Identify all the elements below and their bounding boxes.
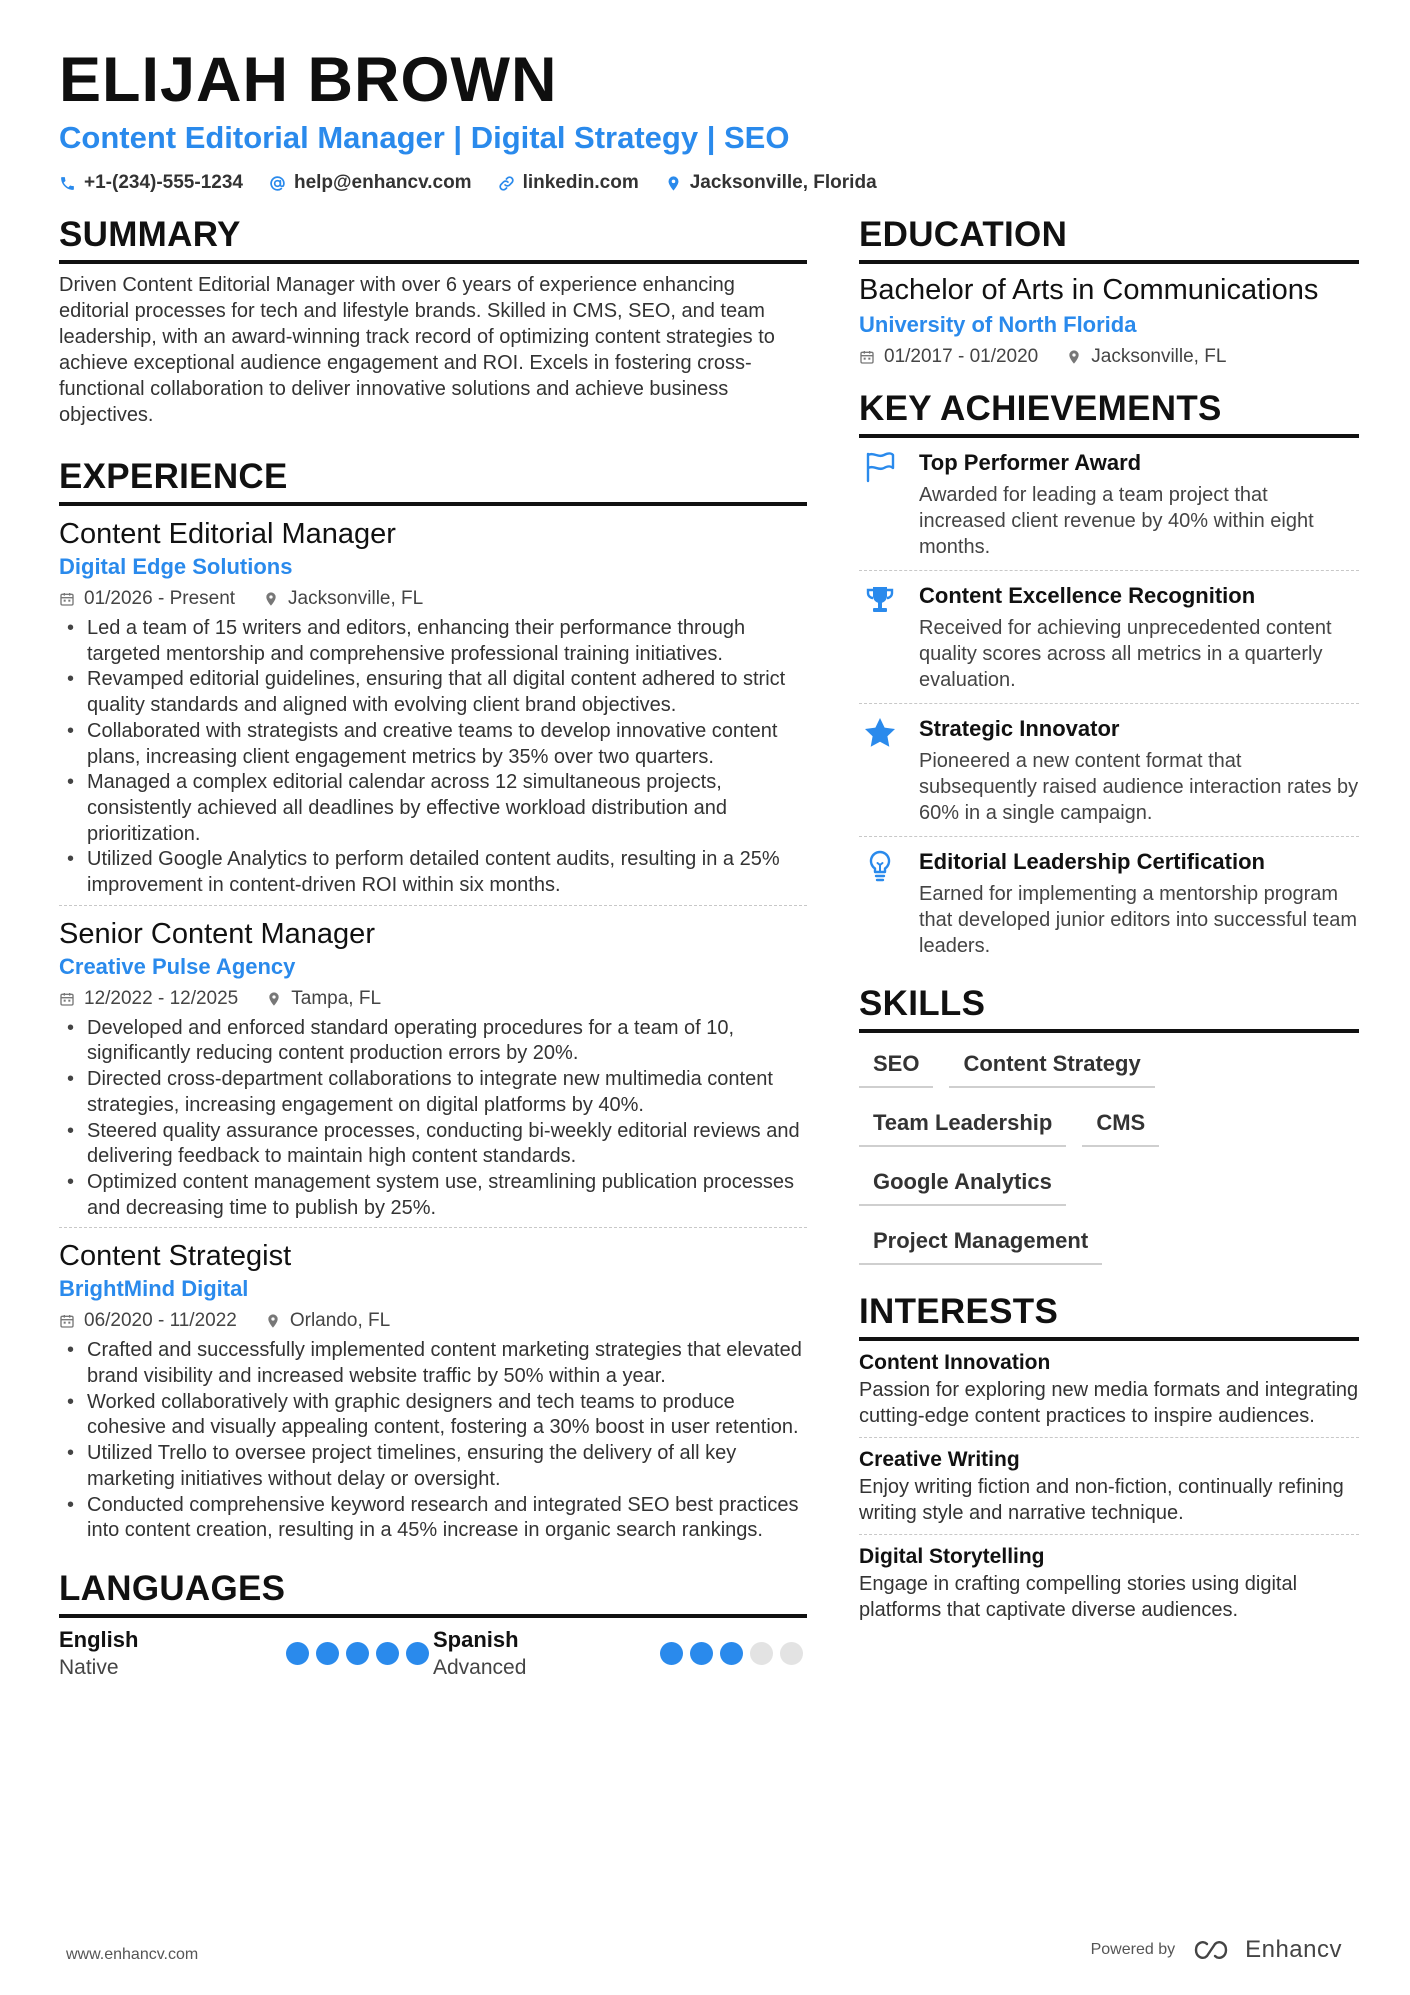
achievement-desc: Pioneered a new content format that subsequently raised audience interaction rates by 60% in a single campaign.: [919, 750, 1359, 824]
achievement-item: [859, 438, 1359, 571]
job-bullet: • Conducted comprehensive keyword research and integrated SEO best practices into content creation, resulting in a 45% increase in organic search rankings.: [59, 1493, 807, 1544]
education-location-text: Jacksonville, FL: [1091, 346, 1227, 367]
achievement-item: [859, 837, 1359, 969]
experience-section: [59, 456, 807, 1550]
candidate-name: ELIJAH BROWN: [59, 45, 558, 115]
education-heading: EDUCATION: [859, 214, 1359, 264]
interest-desc: Engage in crafting compelling stories using digital platforms that captivate diverse audiences.: [859, 1573, 1298, 1621]
enhancv-logo-icon: [1193, 1938, 1237, 1962]
linkedin-text: linkedin.com: [522, 172, 639, 193]
lightbulb-icon: [863, 849, 897, 883]
enhancv-logo[interactable]: [1193, 1936, 1342, 1964]
location-pin-icon: [265, 1313, 281, 1329]
contact-phone[interactable]: [59, 172, 243, 194]
interest-title: Digital Storytelling: [859, 1545, 1045, 1568]
skill-tag: CMS: [1082, 1102, 1159, 1147]
footer-website[interactable]: www.enhancv.com: [66, 1946, 199, 1963]
footer-branding: [1091, 1936, 1342, 1964]
job-bullet: • Worked collaboratively with graphic designers and tech teams to produce cohesive and visually appealing content, fostering a 30% boost in user retention.: [59, 1390, 807, 1441]
calendar-icon: [59, 1313, 75, 1329]
contact-email[interactable]: [269, 172, 472, 194]
right-column: [859, 214, 1359, 1631]
skills-heading: SKILLS: [859, 983, 1359, 1033]
phone-icon: [59, 175, 76, 192]
job-entry: [59, 506, 807, 906]
rating-dot-filled: [286, 1642, 309, 1665]
summary-text: Driven Content Editorial Manager with over 6 years of experience enhancing editorial processes for tech and lifestyle brands. Skilled in CMS, SEO, and team leadership, with an award-winning track record of optimizing content strategies to achieve exceptional audience engagement and ROI. Excels in fostering cross-functional collaboration to deliver innovative solutions and achieve business objectives.: [59, 274, 775, 426]
job-bullet: • Crafted and successfully implemented content marketing strategies that elevated brand visibility and increased website traffic by 50% within a year.: [59, 1338, 807, 1389]
education-dates: [859, 344, 1038, 370]
achievement-title: Top Performer Award: [919, 450, 1142, 475]
language-name: English: [59, 1626, 139, 1652]
education-dates-text: 01/2017 - 01/2020: [884, 346, 1039, 367]
phone-text: +1-(234)-555-1234: [84, 172, 243, 193]
interest-title: Content Innovation: [859, 1351, 1051, 1374]
interest-title: Creative Writing: [859, 1448, 1020, 1471]
job-bullets: [59, 1016, 807, 1222]
achievement-icon-wrap: [859, 581, 901, 693]
languages-heading: LANGUAGES: [59, 1568, 807, 1618]
calendar-icon: [59, 991, 75, 1007]
job-entry: [59, 1228, 807, 1550]
language-item: [59, 1626, 433, 1682]
job-role: Senior Content Manager: [59, 917, 375, 950]
language-level: Advanced: [433, 1655, 527, 1679]
achievement-desc: Awarded for leading a team project that increased client revenue by 40% within eight months.: [919, 484, 1314, 558]
skills-list: [859, 1043, 1319, 1265]
enhancv-logo-text: Enhancv: [1245, 1936, 1342, 1963]
calendar-icon: [59, 591, 75, 607]
flag-icon: [863, 450, 897, 484]
education-section: [859, 214, 1359, 370]
achievement-icon-wrap: [859, 714, 901, 826]
skill-tag: Project Management: [859, 1220, 1102, 1265]
achievement-title: Editorial Leadership Certification: [919, 849, 1265, 874]
summary-heading: SUMMARY: [59, 214, 807, 264]
language-item: [433, 1626, 807, 1682]
achievement-desc: Earned for implementing a mentorship program that developed junior editors into successful team leaders.: [919, 883, 1358, 957]
job-role: Content Editorial Manager: [59, 518, 396, 550]
education-meta: [859, 344, 1359, 370]
job-location-text: Orlando, FL: [289, 1310, 391, 1332]
job-bullet: • Steered quality assurance processes, conducting bi-weekly editorial reviews and delivering feedback to maintain high content standards.: [59, 1119, 807, 1170]
rating-dot-filled: [660, 1642, 683, 1665]
job-dates: [59, 586, 235, 612]
skill-tag: SEO: [859, 1043, 933, 1088]
left-column: [59, 214, 807, 1682]
language-rating: [660, 1642, 803, 1665]
language-level: Native: [59, 1655, 119, 1679]
job-bullets: [59, 1338, 807, 1544]
job-company: Digital Edge Solutions: [59, 554, 293, 579]
rating-dot-filled: [406, 1642, 429, 1665]
achievement-title: Strategic Innovator: [919, 716, 1120, 741]
job-entry: [59, 906, 807, 1229]
interest-desc: Passion for exploring new media formats and integrating cutting-edge content practices to inspire audiences.: [859, 1379, 1359, 1427]
job-location: [263, 586, 423, 612]
job-meta: [59, 586, 807, 612]
language-name: Spanish: [433, 1626, 519, 1652]
achievements-section: [859, 388, 1359, 969]
rating-dot-filled: [316, 1642, 339, 1665]
rating-dot-filled: [720, 1642, 743, 1665]
interests-section: [859, 1291, 1359, 1631]
achievement-desc: Received for achieving unprecedented content quality scores across all metrics in a quarterly evaluation.: [919, 617, 1332, 691]
trophy-icon: [863, 583, 897, 617]
job-bullet: • Utilized Google Analytics to perform detailed content audits, resulting in a 25% improvement in content-driven ROI within six months.: [59, 847, 807, 898]
skill-tag: Content Strategy: [949, 1043, 1154, 1088]
interests-heading: INTERESTS: [859, 1291, 1359, 1341]
interest-item: [859, 1438, 1359, 1535]
interest-item: [859, 1341, 1359, 1438]
job-location: [266, 986, 381, 1012]
interest-desc: Enjoy writing fiction and non-fiction, continually refining writing style and narrative technique.: [859, 1476, 1344, 1524]
job-bullet: • Optimized content management system use, streamlining publication processes and decreasing time to publish by 25%.: [59, 1170, 807, 1221]
job-bullet: • Utilized Trello to oversee project timelines, ensuring the delivery of all key marketing initiatives without delay or oversight.: [59, 1441, 807, 1492]
languages-section: [59, 1568, 807, 1682]
education-degree: Bachelor of Arts in Communications: [859, 274, 1319, 306]
job-company: Creative Pulse Agency: [59, 953, 296, 979]
job-bullet: • Managed a complex editorial calendar across 12 simultaneous projects, consistently achieved all deadlines by effective workload distribution and prioritization.: [59, 770, 807, 847]
achievement-icon-wrap: [859, 847, 901, 959]
location-pin-icon: [665, 175, 682, 192]
job-bullet: • Revamped editorial guidelines, ensuring that all digital content adhered to strict quality standards and aligned with evolving client brand objectives.: [59, 667, 807, 718]
achievement-title: Content Excellence Recognition: [919, 583, 1256, 608]
calendar-icon: [859, 349, 875, 365]
location-pin-icon: [263, 591, 279, 607]
email-text: help@enhancv.com: [293, 172, 472, 193]
interest-item: [859, 1535, 1359, 1631]
job-bullet: • Directed cross-department collaborations to integrate new multimedia content strategies, increasing engagement on digital platforms by 40%.: [59, 1067, 807, 1118]
rating-dot-empty: [750, 1642, 773, 1665]
job-dates-text: 06/2020 - 11/2022: [84, 1310, 237, 1332]
job-dates-text: 12/2022 - 12/2025: [84, 987, 239, 1009]
location-pin-icon: [1066, 349, 1082, 365]
job-location-text: Tampa, FL: [291, 987, 382, 1009]
location-pin-icon: [266, 991, 282, 1007]
contact-linkedin[interactable]: [498, 172, 639, 194]
achievement-icon-wrap: [859, 448, 901, 560]
rating-dot-filled: [690, 1642, 713, 1665]
education-school: University of North Florida: [859, 312, 1137, 337]
job-meta: [59, 986, 807, 1012]
job-dates: [59, 986, 238, 1012]
skill-tag: Team Leadership: [859, 1102, 1066, 1147]
powered-by-label: Powered by: [1090, 1941, 1176, 1958]
achievement-item: [859, 571, 1359, 704]
job-company: BrightMind Digital: [59, 1276, 249, 1302]
job-dates: [59, 1308, 237, 1334]
education-location: [1066, 344, 1226, 370]
resume-header: [59, 44, 1359, 194]
job-location: [265, 1308, 390, 1334]
language-rating: [286, 1642, 429, 1665]
contact-location: [665, 172, 877, 194]
skills-section: [859, 983, 1359, 1265]
achievements-heading: KEY ACHIEVEMENTS: [859, 388, 1359, 438]
achievement-item: [859, 704, 1359, 837]
experience-heading: EXPERIENCE: [59, 456, 807, 506]
summary-section: [59, 214, 807, 428]
location-text: Jacksonville, Florida: [689, 172, 877, 193]
rating-dot-filled: [346, 1642, 369, 1665]
star-icon: [863, 716, 897, 750]
rating-dot-filled: [376, 1642, 399, 1665]
job-bullets: [59, 616, 807, 899]
job-location-text: Jacksonville, FL: [288, 588, 424, 609]
job-bullet: • Collaborated with strategists and creative teams to develop innovative content plans, increasing client engagement metrics by 35% over two quarters.: [59, 719, 807, 770]
job-meta: [59, 1308, 807, 1334]
job-role: Content Strategist: [59, 1240, 292, 1273]
languages-list: [59, 1626, 807, 1682]
at-icon: [269, 175, 286, 192]
rating-dot-empty: [780, 1642, 803, 1665]
job-bullet: • Developed and enforced standard operating procedures for a team of 10, significantly reducing content production errors by 20%.: [59, 1016, 807, 1067]
contact-bar: [59, 172, 1359, 194]
skill-tag: Google Analytics: [859, 1161, 1066, 1206]
job-bullet: • Led a team of 15 writers and editors, enhancing their performance through targeted mentorship and comprehensive professional training initiatives.: [59, 616, 807, 667]
candidate-title: Content Editorial Manager | Digital Strategy | SEO: [59, 120, 790, 155]
link-icon: [498, 175, 515, 192]
job-dates-text: 01/2026 - Present: [84, 588, 236, 609]
